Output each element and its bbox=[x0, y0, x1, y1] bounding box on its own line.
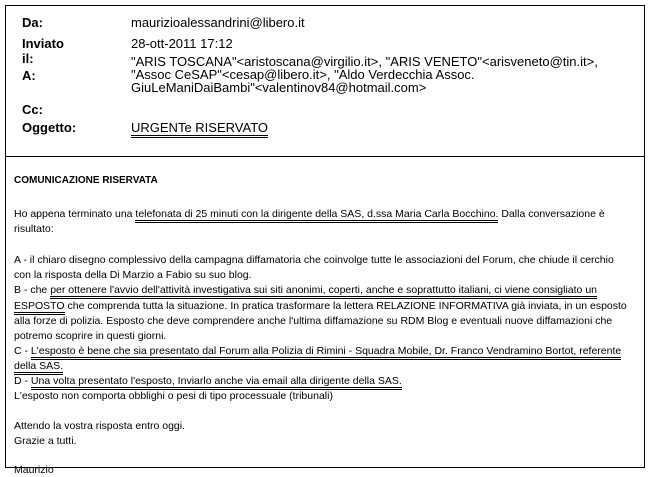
to-label: A: bbox=[22, 68, 36, 83]
item-d-line-2: L'esposto non comporta obblighi o pesi di tipo processuale (tribunali) bbox=[14, 390, 333, 402]
subject-label: Oggetto: bbox=[22, 120, 77, 135]
signature: Maurizio bbox=[14, 464, 54, 476]
item-b-line-3: alla forze di polizia. Esposto che deve comprendere anche l'ultima diffamazione su RDM Blog e eventuali nuove diffamazioni che bbox=[14, 315, 613, 327]
item-b-line-1 bbox=[14, 284, 634, 297]
item-d-line-1 bbox=[14, 375, 634, 388]
item-c-line-2 bbox=[14, 360, 634, 373]
intro-line-2: risultato: bbox=[14, 223, 54, 235]
item-b-text: che comprenda tutta la situazione. In pratica trasformare la lettera RELAZIONE INFORMATIVA già inviata, in un esposto bbox=[64, 300, 627, 312]
intro-text: Dalla conversazione è bbox=[498, 208, 605, 220]
intro-text: Ho appena terminato una bbox=[14, 208, 136, 220]
sent-label: Inviato il: bbox=[22, 36, 64, 66]
item-c-line-1 bbox=[14, 345, 634, 358]
item-b-line-4: potremo scoprire in questi giorni. bbox=[14, 330, 167, 342]
item-b-esposto: ESPOSTO bbox=[14, 300, 65, 315]
cc-label: Cc: bbox=[22, 102, 43, 117]
to-recipients bbox=[131, 55, 598, 94]
item-b-line-2 bbox=[14, 300, 634, 313]
to-line: "Assoc CeSAP"<cesap@libero.it>, "Aldo Verdecchia Assoc. bbox=[131, 67, 475, 82]
intro-highlight: telefonata di 25 minuti con la dirigente della SAS, d.ssa Maria Carla Bocchino. bbox=[135, 208, 498, 223]
item-b-prefix: B - che bbox=[14, 284, 51, 296]
from-value: maurizioalessandrini@libero.it bbox=[131, 15, 305, 30]
item-a-line-1: A - il chiaro disegno complessivo della campagna diffamatoria che coinvolge tutte le associazioni del Forum, che chiude il cerchio bbox=[14, 254, 614, 266]
item-c-highlight-end: della SAS. bbox=[14, 360, 63, 375]
email-header bbox=[6, 6, 644, 157]
intro-line-1 bbox=[14, 208, 634, 221]
email-printout bbox=[5, 5, 645, 476]
to-line: "ARIS TOSCANA"<aristoscana@virgilio.it>, "ARIS VENETO"<arisveneto@tin.it>, bbox=[131, 54, 598, 69]
item-b-highlight: per ottenere l'avvio dell'attività investigativa sui siti anonimi, coperti, anche e soprattutto italiani, ci viene consigliato un bbox=[50, 284, 597, 299]
subject-text: URGENTe RISERVATO bbox=[131, 120, 268, 138]
from-label: Da: bbox=[22, 15, 43, 30]
closing-line-1: Attendo la vostra risposta entro oggi. bbox=[14, 420, 186, 432]
item-a-line-2: con la risposta della Di Marzio a Fabio su suo blog. bbox=[14, 269, 252, 281]
body-title: COMUNICAZIONE RISERVATA bbox=[14, 175, 158, 186]
to-line: GiuLeManiDaiBambi"<valentinov84@hotmail.com> bbox=[131, 80, 427, 95]
closing-line-2: Grazie a tutti. bbox=[14, 435, 77, 447]
item-c-highlight: L'esposto è bene che sia presentato dal Forum alla Polizia di Rimini - Squadra Mobile, Dr. Franco Vendramino Bortot, referente bbox=[31, 345, 621, 360]
item-d-highlight: Una volta presentato l'esposto, Inviarlo anche via email alla dirigente della SAS. bbox=[31, 375, 402, 390]
sent-value: 28-ott-2011 17:12 bbox=[131, 36, 233, 51]
subject-value bbox=[131, 120, 268, 135]
item-d-prefix: D - bbox=[14, 375, 31, 387]
item-c-prefix: C - bbox=[14, 345, 31, 357]
